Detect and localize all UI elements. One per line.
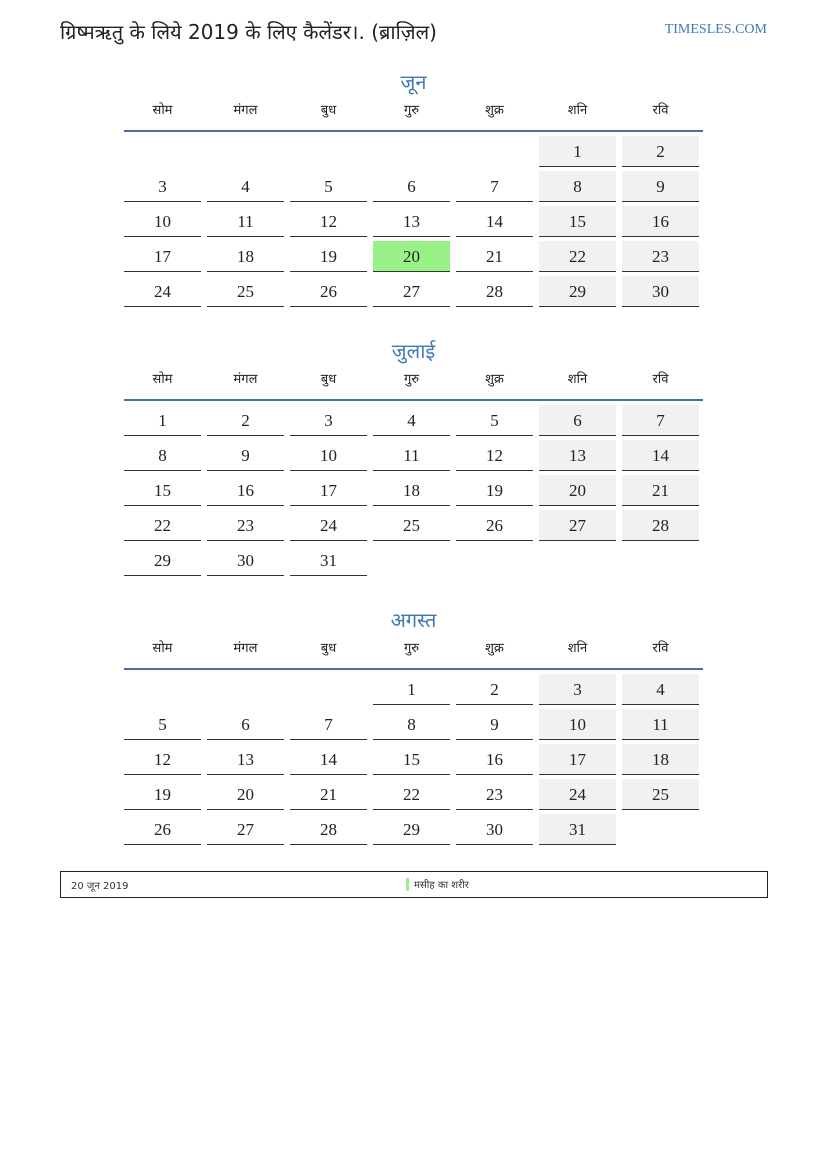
month-title: जून [400,70,427,94]
empty-day-cell [124,136,201,167]
weekday-label: मंगल [233,641,258,656]
day-cell[interactable]: 15 [373,744,450,775]
day-cell[interactable]: 5 [456,405,533,436]
day-cell[interactable]: 15 [124,475,201,506]
day-cell[interactable]: 4 [207,171,284,202]
weekday-label: बुध [320,641,337,656]
empty-day-cell [456,136,533,167]
site-link[interactable]: TIMESLES.COM [664,22,767,37]
weekday-label: शनि [567,103,588,118]
day-cell[interactable]: 25 [373,510,450,541]
day-cell[interactable]: 9 [207,440,284,471]
month-block [124,606,703,845]
day-cell[interactable]: 19 [290,241,367,272]
day-cell[interactable]: 22 [124,510,201,541]
month-title: अगस्त [390,608,437,632]
day-cell[interactable]: 8 [124,440,201,471]
day-cell[interactable]: 7 [622,405,699,436]
day-cell[interactable]: 21 [622,475,699,506]
day-cell[interactable]: 10 [539,709,616,740]
weekday-label: शुक्र [485,372,504,387]
weekday-label: रवि [652,641,669,656]
month-title: जुलाई [391,339,436,363]
weekday-label: सोम [152,103,173,118]
day-cell[interactable]: 5 [124,709,201,740]
day-cell[interactable]: 29 [539,276,616,307]
weekday-label: मंगल [233,103,258,118]
day-cell[interactable]: 26 [456,510,533,541]
weekday-label: शुक्र [485,641,504,656]
day-cell[interactable]: 16 [456,744,533,775]
day-cell[interactable]: 3 [290,405,367,436]
day-cell[interactable]: 8 [539,171,616,202]
weekday-header [124,634,703,670]
day-cell[interactable]: 18 [373,475,450,506]
weekday-label: बुध [320,372,337,387]
empty-day-cell [539,545,616,576]
month-block [124,337,703,576]
day-cell[interactable]: 14 [290,744,367,775]
day-grid [124,674,703,845]
day-cell[interactable]: 20 [207,779,284,810]
day-cell[interactable]: 20 [539,475,616,506]
weekday-header [124,365,703,401]
day-cell[interactable]: 27 [373,276,450,307]
day-cell[interactable]: 5 [290,171,367,202]
empty-day-cell [622,814,699,845]
day-cell[interactable]: 11 [622,709,699,740]
day-cell[interactable]: 2 [622,136,699,167]
weekday-label: बुध [320,103,337,118]
day-cell[interactable]: 8 [373,709,450,740]
weekday-label: रवि [652,103,669,118]
day-cell[interactable]: 3 [539,674,616,705]
weekday-header [124,96,703,132]
day-grid [124,405,703,576]
day-cell[interactable]: 21 [456,241,533,272]
day-cell[interactable]: 4 [373,405,450,436]
empty-day-cell [290,674,367,705]
holiday-color-marker [406,878,409,891]
day-cell[interactable]: 31 [290,545,367,576]
empty-day-cell [622,545,699,576]
weekday-label: गुरु [403,641,420,656]
empty-day-cell [124,674,201,705]
day-cell[interactable]: 17 [539,744,616,775]
day-cell[interactable]: 27 [207,814,284,845]
holiday-legend [60,871,768,898]
day-cell[interactable]: 16 [622,206,699,237]
day-cell[interactable]: 27 [539,510,616,541]
day-cell[interactable]: 12 [124,744,201,775]
day-cell[interactable]: 6 [207,709,284,740]
day-cell[interactable]: 9 [456,709,533,740]
day-cell[interactable]: 19 [456,475,533,506]
weekday-label: शुक्र [485,103,504,118]
day-cell[interactable]: 18 [207,241,284,272]
day-cell[interactable]: 13 [539,440,616,471]
day-cell[interactable]: 29 [373,814,450,845]
day-cell[interactable]: 1 [373,674,450,705]
empty-day-cell [373,545,450,576]
day-cell[interactable]: 16 [207,475,284,506]
weekday-label: सोम [152,372,173,387]
month-block [124,68,703,307]
day-cell[interactable]: 11 [373,440,450,471]
day-cell[interactable]: 10 [124,206,201,237]
weekday-label: गुरु [403,372,420,387]
day-cell[interactable]: 9 [622,171,699,202]
day-cell[interactable]: 22 [373,779,450,810]
day-cell[interactable]: 24 [539,779,616,810]
holiday-date: 20 जून 2019 [71,881,129,892]
day-cell[interactable]: 14 [456,206,533,237]
day-cell[interactable]: 28 [622,510,699,541]
day-cell[interactable]: 4 [622,674,699,705]
day-cell[interactable]: 26 [124,814,201,845]
day-cell[interactable]: 6 [539,405,616,436]
day-cell[interactable]: 17 [124,241,201,272]
day-cell[interactable]: 7 [290,709,367,740]
page-title: ग्रिष्मऋतु के लिये 2019 के लिए कैलेंडर।. (ब्राज़िल) [60,20,437,44]
day-cell[interactable]: 2 [456,674,533,705]
day-cell[interactable]: 21 [290,779,367,810]
day-grid [124,136,703,307]
weekday-label: सोम [152,641,173,656]
day-cell[interactable]: 22 [539,241,616,272]
day-cell[interactable]: 24 [290,510,367,541]
empty-day-cell [207,136,284,167]
day-cell[interactable]: 2 [207,405,284,436]
day-cell[interactable]: 13 [373,206,450,237]
day-cell[interactable]: 19 [124,779,201,810]
empty-day-cell [207,674,284,705]
day-cell[interactable]: 28 [456,276,533,307]
day-cell[interactable]: 1 [539,136,616,167]
holiday-entry [406,877,469,891]
day-cell[interactable]: 13 [207,744,284,775]
day-cell[interactable]: 18 [622,744,699,775]
day-cell[interactable]: 28 [290,814,367,845]
day-cell[interactable]: 1 [124,405,201,436]
day-cell[interactable]: 31 [539,814,616,845]
day-cell[interactable]: 7 [456,171,533,202]
day-cell[interactable]: 25 [622,779,699,810]
day-cell[interactable]: 24 [124,276,201,307]
day-cell[interactable]: 3 [124,171,201,202]
weekday-label: शनि [567,641,588,656]
day-cell[interactable]: 12 [290,206,367,237]
day-cell[interactable]: 6 [373,171,450,202]
day-cell[interactable]: 25 [207,276,284,307]
empty-day-cell [373,136,450,167]
weekday-label: गुरु [403,103,420,118]
day-cell[interactable]: 11 [207,206,284,237]
day-cell[interactable]: 23 [207,510,284,541]
day-cell[interactable]: 17 [290,475,367,506]
day-cell[interactable]: 10 [290,440,367,471]
day-cell[interactable]: 14 [622,440,699,471]
empty-day-cell [456,545,533,576]
holiday-name: मसीह का शरीर [414,880,469,891]
weekday-label: शनि [567,372,588,387]
day-cell[interactable]: 15 [539,206,616,237]
weekday-label: रवि [652,372,669,387]
day-cell[interactable]: 12 [456,440,533,471]
day-cell[interactable]: 30 [456,814,533,845]
day-cell[interactable]: 29 [124,545,201,576]
day-cell[interactable]: 23 [456,779,533,810]
empty-day-cell [290,136,367,167]
day-cell[interactable]: 30 [207,545,284,576]
weekday-label: मंगल [233,372,258,387]
day-cell[interactable]: 26 [290,276,367,307]
day-cell[interactable]: 23 [622,241,699,272]
highlighted-day-cell[interactable]: 20 [373,241,450,272]
day-cell[interactable]: 30 [622,276,699,307]
